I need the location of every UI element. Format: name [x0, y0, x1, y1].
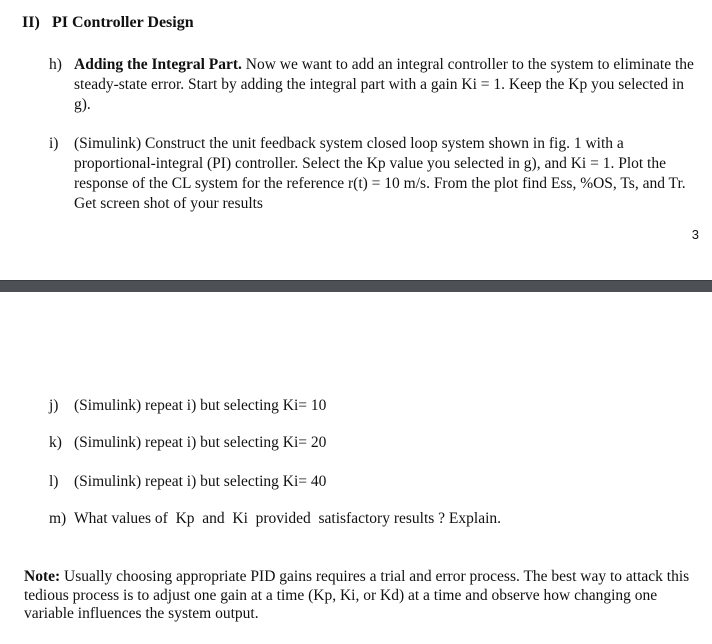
question-h-bold-lead: Adding the Integral Part. [74, 56, 242, 73]
question-l [49, 472, 326, 492]
question-i-label: i) [49, 135, 59, 152]
question-j [49, 396, 326, 416]
question-m-text: What values of Kp and Ki provided satisfactory results ? Explain. [74, 510, 501, 527]
question-j-text: (Simulink) repeat i) but selecting Ki= 10 [74, 397, 327, 414]
question-k [49, 433, 326, 453]
section-heading [22, 14, 194, 32]
section-title: PI Controller Design [52, 14, 194, 31]
question-m-label: m) [49, 510, 67, 527]
note-paragraph [24, 568, 700, 624]
question-m [49, 509, 501, 529]
note-text: Usually choosing appropriate PID gains requires a trial and error process. The best way to attack this tedious process is to adjust one gain at a time (Kp, Ki, or Kd) at a time and observe how changing one variable influences the system output. [24, 568, 690, 622]
question-h-text: Now we want to add an integral controller to the system to eliminate the steady-state error. Start by adding the integral part with a gain Ki = 1. Keep the Kp you selected in g). [74, 56, 694, 113]
page-divider [0, 280, 712, 292]
question-i [49, 134, 698, 214]
question-l-label: l) [49, 473, 59, 490]
note-bold-lead: Note: [24, 568, 61, 585]
question-h-label: h) [49, 56, 62, 73]
question-j-label: j) [49, 397, 59, 414]
question-i-text: (Simulink) Construct the unit feedback system closed loop system shown in fig. 1 with a proportional-integral (PI) controller. Select the Kp value you selected in g), and Ki = 1. Plot the response of the CL system for the reference r(t) = 10 m/s. From the plot find Ess, %OS, Ts, and Tr. Get screen shot of your results [74, 135, 686, 212]
page-number: 3 [691, 227, 699, 242]
question-k-label: k) [49, 434, 62, 451]
question-h [49, 55, 698, 115]
question-h-body [74, 55, 698, 115]
question-l-text: (Simulink) repeat i) but selecting Ki= 40 [74, 473, 327, 490]
section-number: II) [22, 14, 40, 31]
question-k-text: (Simulink) repeat i) but selecting Ki= 20 [74, 434, 327, 451]
